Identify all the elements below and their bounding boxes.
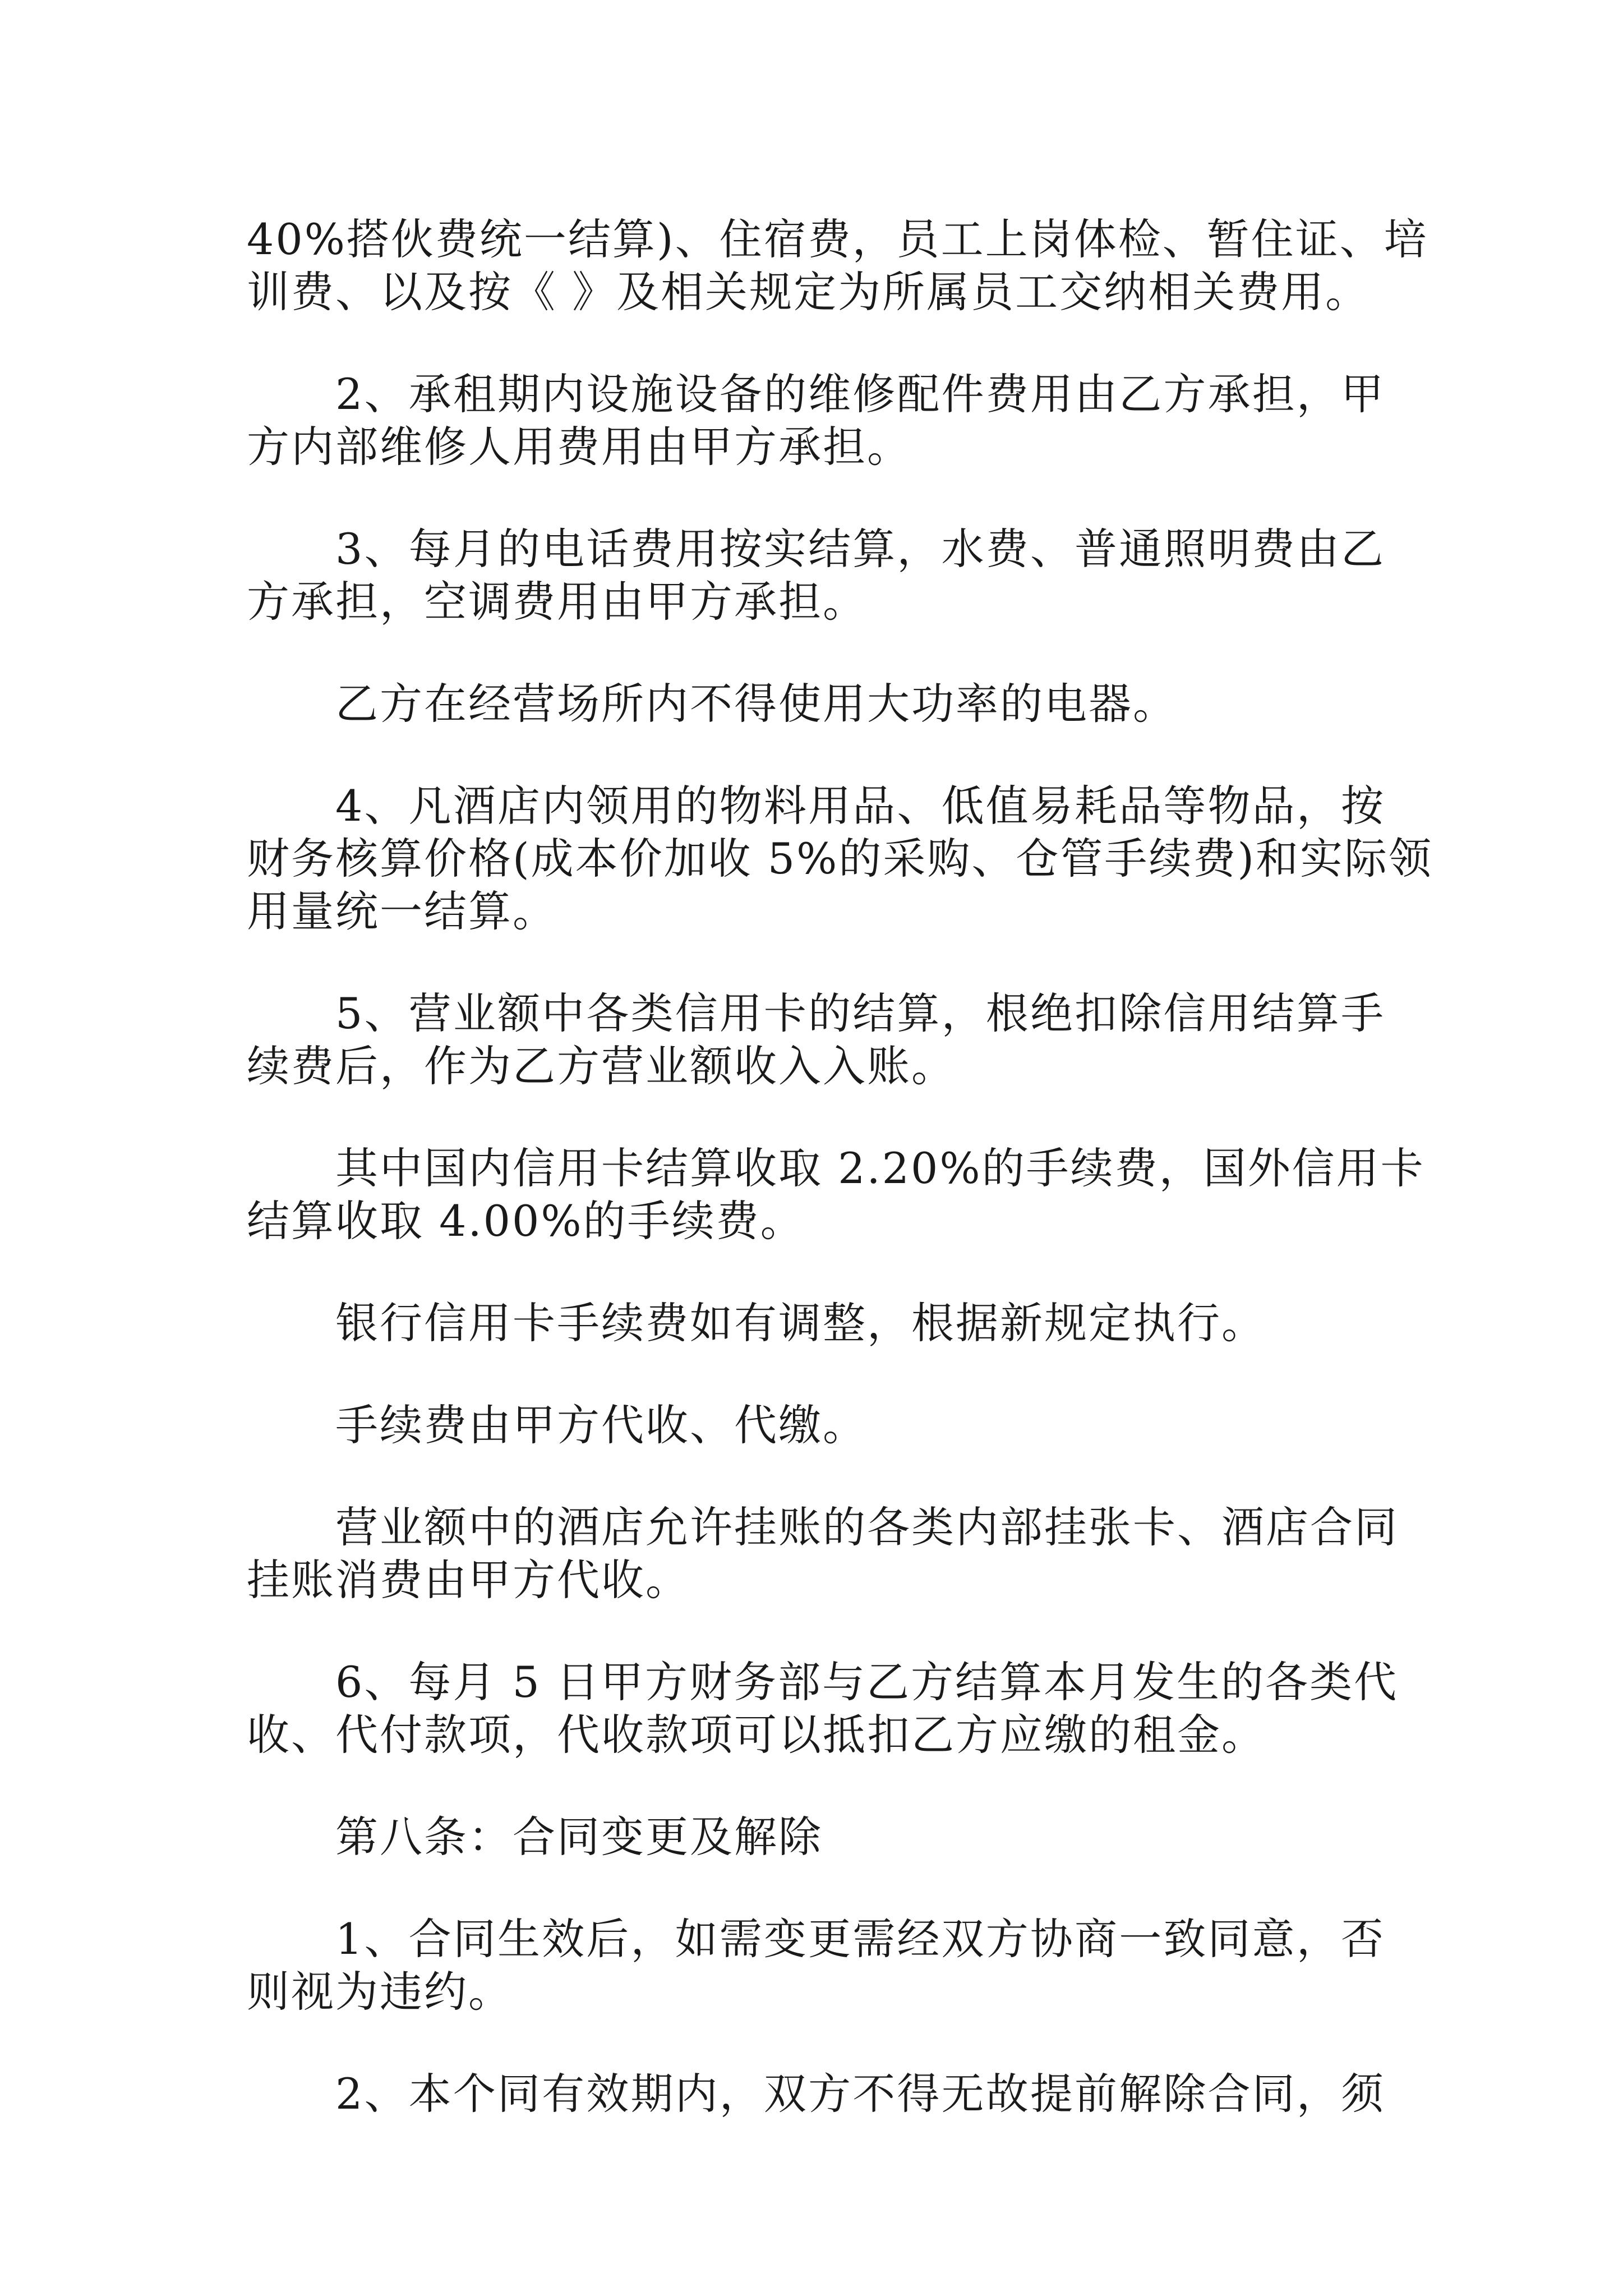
paragraph-line: 营业额中的酒店允许挂账的各类内部挂张卡、酒店合同 xyxy=(335,1502,1399,1552)
paragraph-line: 财务核算价格(成本价加收 5%的采购、仓管手续费)和实际领 xyxy=(247,834,1433,884)
paragraph-line: 40%搭伙费统一结算)、住宿费，员工上岗体检、暂住证、培 xyxy=(247,214,1428,264)
paragraph-line: 2、承租期内设施设备的维修配件费用由乙方承担，甲 xyxy=(335,369,1385,419)
paragraph-line: 则视为违约。 xyxy=(247,1967,513,2017)
paragraph-line: 方内部维修人用费用由甲方承担。 xyxy=(247,422,911,472)
paragraph-line: 手续费由甲方代收、代缴。 xyxy=(335,1400,867,1450)
paragraph-line: 收、代付款项，代收款项可以抵扣乙方应缴的租金。 xyxy=(247,1710,1266,1760)
paragraph-line: 银行信用卡手续费如有调整，根据新规定执行。 xyxy=(335,1298,1266,1348)
paragraph-line: 乙方在经营场所内不得使用大功率的电器。 xyxy=(335,679,1177,729)
paragraph-line: 续费后，作为乙方营业额收入入账。 xyxy=(247,1041,956,1091)
paragraph-line: 5、营业额中各类信用卡的结算，根绝扣除信用结算手 xyxy=(335,988,1385,1038)
document-body xyxy=(247,213,1433,2120)
paragraph-line: 4、凡酒店内领用的物料用品、低值易耗品等物品，按 xyxy=(335,781,1385,831)
paragraph-line: 其中国内信用卡结算收取 2.20%的手续费，国外信用卡 xyxy=(335,1143,1425,1193)
paragraph-line: 3、每月的电话费用按实结算，水费、普通照明费由乙 xyxy=(335,524,1385,574)
paragraph-line: 结算收取 4.00%的手续费。 xyxy=(247,1196,805,1246)
paragraph-line: 训费、以及按《 》及相关规定为所属员工交纳相关费用。 xyxy=(247,267,1370,317)
paragraph-line: 2、本个同有效期内，双方不得无故提前解除合同，须 xyxy=(335,2069,1385,2119)
paragraph-line: 6、每月 5 日甲方财务部与乙方结算本月发生的各类代 xyxy=(335,1657,1399,1707)
paragraph-line: 方承担，空调费用由甲方承担。 xyxy=(247,577,867,627)
paragraph-line: 用量统一结算。 xyxy=(247,886,557,936)
section-heading: 第八条：合同变更及解除 xyxy=(335,1812,823,1862)
paragraph-line: 挂账消费由甲方代收。 xyxy=(247,1555,690,1605)
paragraph-line: 1、合同生效后，如需变更需经双方协商一致同意，否 xyxy=(335,1914,1385,1964)
